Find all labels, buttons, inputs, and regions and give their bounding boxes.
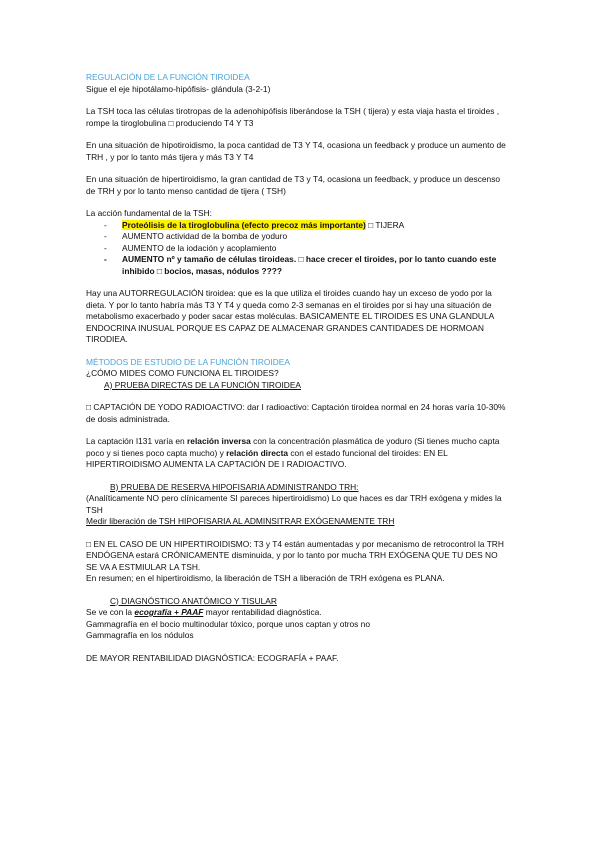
paragraph-hyperthyroidism: En una situación de hipertiroidismo, la gran cantidad de T3 y T4, ocasiona un feedback, y produce un descenso de TRH y por lo tanto menso cantidad de tijera ( TSH) <box>86 174 501 196</box>
paragraph-summary: En resumen; en el hipertiroidismo, la liberación de TSH a liberación de TRH exógena es PLANA. <box>86 573 445 583</box>
list-item: - AUMENTO nº y tamaño de células tiroideas. □ hace crecer el tiroides, por lo tanto cuando este inhibido □ bocios, masas, nódulos ???? <box>104 254 506 277</box>
paragraph-i131 <box>86 436 506 471</box>
text-run: con el estado funcional del tiroides: EN EL HIPERTIROIDISMO AUMENTA LA CAPTACIÓN DE I RADIOACTIVO. <box>86 447 448 469</box>
section-b-title: B) PRUEBA DE RESERVA HIPOFISARIA ADMINISTRANDO TRH: <box>110 481 359 492</box>
paragraph-hyper-case: □ EN EL CASO DE UN HIPERTIROIDISMO: T3 y T4 están aumentadas y por mecanismo de retrocontrol la TRH ENDÓGENA estará CRÓNICAMENTE disminuida, y por lo tanto por mucha TRH EXÓGENA QUE TU DES NO SE VA A ESTMIULAR LA TSH. <box>86 538 504 572</box>
paragraph-tsh: La TSH toca las células tirotropas de la adenohipófisis liberándose la TSH ( tijera) y esta viaja hasta el tiroides , rompe la tiroglobulina □ produciendo T4 Y T3 <box>86 106 500 128</box>
paragraph-hypothyroidism: En una situación de hipotiroidismo, la poca cantidad de T3 Y T4, ocasiona un feedback y produce un aumento de TRH , y por lo tanto más tijera y más T3 Y T4 <box>86 140 506 162</box>
bold-text: relación directa <box>226 447 289 458</box>
action-title: La acción fundamental de la TSH: <box>86 208 213 218</box>
list-item <box>104 220 506 232</box>
methods-question: ¿CÓMO MIDES COMO FUNCIONA EL TIROIDES? <box>86 368 279 378</box>
paragraph-conclusion: DE MAYOR RENTABILIDAD DIAGNÓSTICA: ECOGRAFÍA + PAAF. <box>86 652 339 663</box>
action-list <box>86 220 506 278</box>
paragraph-gammagraphy-1: Gammagrafía en el bocio multinodular tóxico, porque unos captan y otros no <box>86 618 370 629</box>
document-page <box>86 72 506 664</box>
bold-underlined-text: ecografía + PAAF <box>134 607 204 617</box>
underlined-note: Medir liberación de TSH HIPOFISARIA AL ADMINSITRAR EXÓGENAMENTE TRH <box>86 516 395 526</box>
paragraph-trh: (Analíticamente NO pero clínicamente SI pareces hipertiroidismo) Lo que haces es dar TRH exógena y mides la TSH <box>86 493 502 515</box>
paragraph-iodine-uptake: □ CAPTACIÓN DE YODO RADIOACTIVO: dar I radioactivo: Captación tiroidea normal en 24 horas varía 10-30% de dosis administrada. <box>86 402 506 424</box>
paragraph-gammagraphy-2: Gammagrafía en los nódulos <box>86 630 194 640</box>
text-run: Se ve con la <box>86 607 135 617</box>
section-a-title: A) PRUEBA DIRECTAS DE LA FUNCIÓN TIROIDEA <box>104 379 302 390</box>
list-item: - AUMENTO de la iodación y acoplamiento <box>104 243 506 255</box>
text-run: mayor rentabilidad diagnóstica. <box>203 607 322 617</box>
list-item: - AUMENTO actividad de la bomba de yoduro <box>104 231 506 243</box>
paragraph-autoregulation: Hay una AUTORREGULACIÓN tiroidea: que es la que utiliza el tiroides cuando hay un exceso de yodo por la dieta. Y por lo tanto habría más T3 Y T4 y queda como 2-3 semanas en el tiroides por si hay una situación de metabolismo exacerbado y poder sacar estas moléculas. BASICAMENTE EL TIROIDES ES UNA GLANDULA ENDOCRINA INUSUAL PORQUE ES CAPAZ DE ALMACENAR GRANDES CANTIDADES DE HORMOAN TIRODIEA. <box>86 288 494 344</box>
paragraph-eco <box>86 607 506 619</box>
subtitle: Sigue el eje hipotálamo-hipófisis- glándula (3-2-1) <box>86 83 271 94</box>
section-c-title: C) DIAGNÓSTICO ANATÓMICO Y TISULAR <box>110 595 277 606</box>
section-title-methods: MÉTODOS DE ESTUDIO DE LA FUNCIÓN TIROIDEA <box>86 356 290 367</box>
highlighted-text: Proteólisis de la tiroglobulina (efecto precoz más importante) <box>122 219 366 230</box>
section-title-regulation: REGULACIÓN DE LA FUNCIÓN TIROIDEA <box>86 72 250 82</box>
list-item-suffix: □ TIJERA <box>365 219 405 230</box>
bold-text: relación inversa <box>187 436 251 446</box>
text-run: La captación I131 varía en <box>86 436 188 446</box>
text-run: con la concentración plasmática de yoduro (Si tienes mucho capta poco y si tienes poco capta mucho) y <box>86 436 500 458</box>
